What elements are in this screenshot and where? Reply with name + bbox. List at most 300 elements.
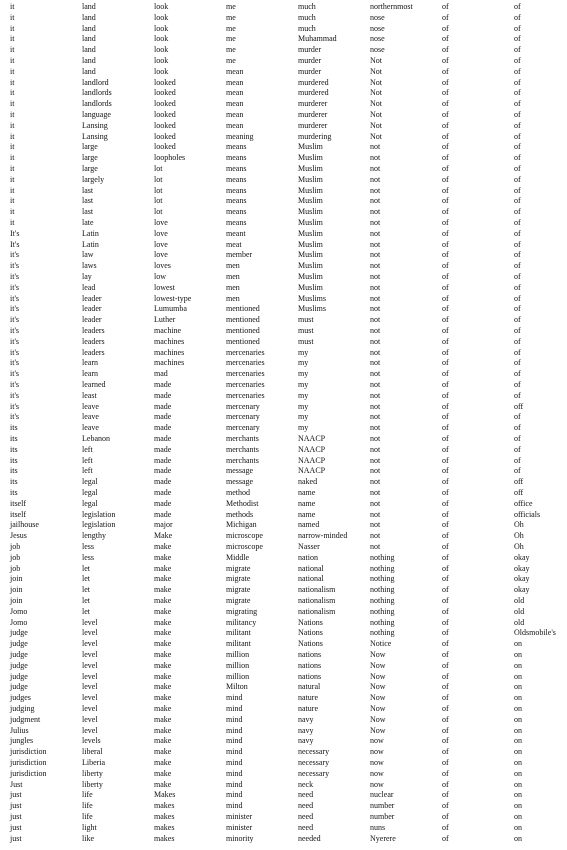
word-cell: nothing	[370, 552, 395, 562]
word-cell: northernmost	[370, 2, 413, 11]
word-cell: off	[514, 477, 524, 487]
word-cell: means	[226, 218, 247, 227]
word-cell: on	[514, 801, 522, 811]
word-row	[0, 510, 567, 521]
word-cell: not	[370, 174, 381, 184]
word-cell: mean	[226, 88, 244, 98]
word-row	[0, 823, 567, 834]
word-row	[0, 715, 567, 726]
word-cell: job	[10, 552, 21, 562]
word-cell: of	[442, 434, 449, 443]
word-cell: judgment	[10, 714, 41, 724]
word-cell: Jomo	[10, 617, 28, 627]
word-cell: of	[514, 272, 521, 281]
word-row	[0, 34, 567, 45]
word-cell: means	[226, 207, 247, 217]
word-cell: not	[370, 336, 381, 346]
word-cell: nature	[298, 693, 318, 703]
word-cell: of	[442, 261, 449, 271]
word-cell: old	[514, 617, 525, 627]
word-cell: leave	[82, 412, 99, 422]
word-cell: on	[514, 671, 522, 681]
word-cell: loopholes	[154, 153, 186, 163]
word-cell: It's	[10, 239, 20, 249]
word-cell: level	[82, 650, 98, 659]
word-cell: mind	[226, 801, 243, 811]
word-cell: made	[154, 434, 172, 443]
word-cell: liberty	[82, 768, 103, 778]
word-cell: of	[442, 779, 449, 789]
word-cell: must	[298, 315, 314, 325]
word-cell: okay	[514, 552, 530, 562]
word-cell: merchants	[226, 455, 259, 465]
word-cell: migrating	[226, 606, 258, 616]
word-cell: of	[514, 358, 521, 368]
word-cell: of	[514, 315, 521, 325]
word-cell: just	[10, 790, 22, 800]
word-row	[0, 2, 567, 13]
word-cell: Muslims	[298, 293, 327, 303]
word-cell: its	[10, 488, 18, 497]
word-cell: it's	[10, 390, 19, 400]
word-cell: of	[442, 196, 449, 206]
word-cell: old	[514, 606, 525, 616]
word-cell: of	[442, 218, 449, 227]
word-cell: make	[154, 574, 172, 584]
word-cell: Muslim	[298, 185, 323, 195]
word-cell: least	[82, 390, 97, 400]
word-cell: method	[226, 488, 250, 497]
word-cell: of	[442, 606, 449, 616]
word-cell: love	[154, 239, 168, 249]
word-cell: not	[370, 326, 381, 335]
word-cell: join	[10, 585, 23, 595]
word-cell: it	[10, 196, 15, 206]
word-cell: of	[514, 196, 521, 206]
word-cell: not	[370, 380, 381, 389]
word-cell: of	[514, 120, 521, 130]
word-cell: Not	[370, 56, 382, 65]
word-cell: Lansing	[82, 131, 108, 141]
word-cell: leader	[82, 304, 102, 314]
word-cell: makes	[154, 801, 175, 811]
word-cell: merchants	[226, 434, 259, 443]
word-cell: it's	[10, 358, 19, 368]
word-cell: love	[154, 218, 168, 227]
word-cell: mercenary	[226, 423, 260, 433]
word-cell: it's	[10, 315, 19, 325]
word-cell: name	[298, 498, 316, 508]
word-cell: of	[442, 358, 449, 368]
word-cell: its	[10, 466, 18, 476]
word-row	[0, 294, 567, 305]
word-cell: me	[226, 12, 236, 22]
word-cell: Just	[10, 779, 23, 789]
word-row	[0, 434, 567, 445]
word-cell: it	[10, 142, 15, 152]
word-cell: just	[10, 801, 22, 811]
word-cell: Not	[370, 88, 382, 98]
word-cell: of	[442, 12, 449, 22]
word-cell: of	[442, 531, 449, 541]
word-cell: largely	[82, 174, 105, 184]
word-cell: not	[370, 164, 381, 173]
word-cell: it's	[10, 347, 19, 357]
word-cell: of	[514, 34, 521, 44]
word-cell: necessary	[298, 768, 330, 778]
word-cell: of	[442, 326, 449, 335]
word-cell: methods	[226, 509, 254, 519]
word-cell: land	[82, 34, 96, 44]
word-cell: it's	[10, 250, 19, 260]
word-cell: learn	[82, 358, 98, 368]
word-cell: militancy	[226, 617, 257, 627]
word-row	[0, 423, 567, 434]
word-cell: murder	[298, 66, 322, 76]
word-cell: NAACP	[298, 444, 326, 454]
word-row	[0, 196, 567, 207]
word-cell: not	[370, 196, 381, 206]
word-cell: make	[154, 779, 172, 789]
word-cell: militant	[226, 628, 251, 638]
word-row	[0, 758, 567, 769]
word-cell: It's	[10, 228, 20, 238]
word-cell: make	[154, 660, 172, 670]
word-cell: of	[442, 336, 449, 346]
word-cell: my	[298, 369, 309, 379]
word-cell: last	[82, 196, 94, 206]
word-row	[0, 380, 567, 391]
word-cell: its	[10, 477, 18, 487]
word-row	[0, 272, 567, 283]
word-cell: men	[226, 261, 240, 271]
word-cell: of	[442, 542, 449, 551]
word-cell: it's	[10, 412, 19, 422]
word-cell: of	[442, 466, 449, 476]
word-row	[0, 186, 567, 197]
word-cell: murderer	[298, 120, 328, 130]
word-cell: it	[10, 174, 15, 184]
word-cell: necessary	[298, 747, 330, 757]
word-cell: number	[370, 812, 395, 821]
word-cell: on	[514, 704, 522, 713]
word-cell: of	[442, 574, 449, 584]
word-cell: of	[514, 110, 521, 119]
word-cell: Notice	[370, 639, 392, 649]
word-cell: now	[370, 779, 384, 789]
word-cell: life	[82, 790, 93, 800]
word-cell: of	[514, 250, 521, 260]
word-cell: lengthy	[82, 531, 106, 541]
word-cell: it's	[10, 380, 19, 389]
word-cell: much	[298, 2, 316, 11]
word-row	[0, 121, 567, 132]
word-cell: look	[154, 12, 169, 22]
word-cell: of	[442, 423, 449, 433]
word-cell: not	[370, 228, 381, 238]
word-cell: made	[154, 498, 172, 508]
word-cell: nothing	[370, 563, 395, 573]
word-cell: navy	[298, 736, 314, 746]
word-cell: nose	[370, 23, 385, 33]
word-cell: just	[10, 833, 22, 843]
word-cell: liberal	[82, 747, 103, 757]
word-cell: not	[370, 142, 381, 152]
word-cell: made	[154, 380, 172, 389]
word-cell: of	[442, 250, 449, 260]
word-cell: legal	[82, 498, 98, 508]
word-cell: Muslim	[298, 196, 323, 206]
word-cell: of	[442, 628, 449, 638]
word-cell: of	[442, 671, 449, 681]
word-cell: of	[442, 34, 449, 44]
word-row	[0, 618, 567, 629]
word-cell: looked	[154, 131, 176, 141]
word-cell: of	[442, 736, 449, 746]
word-cell: legal	[82, 477, 98, 487]
word-cell: look	[154, 45, 169, 55]
word-cell: levels	[82, 736, 101, 746]
word-cell: jurisdiction	[10, 747, 47, 757]
word-cell: name	[298, 509, 316, 519]
word-cell: looked	[154, 142, 176, 152]
word-cell: of	[514, 423, 521, 433]
word-cell: jurisdiction	[10, 768, 47, 778]
word-cell: on	[514, 736, 522, 746]
word-cell: need	[298, 790, 314, 800]
word-cell: on	[514, 812, 522, 821]
word-cell: murderer	[298, 110, 328, 119]
word-cell: it's	[10, 401, 19, 411]
word-cell: minority	[226, 833, 254, 843]
word-cell: microscope	[226, 531, 263, 541]
word-cell: my	[298, 380, 309, 389]
word-cell: microscope	[226, 542, 263, 551]
word-cell: Muslim	[298, 164, 323, 173]
word-cell: mean	[226, 77, 244, 87]
word-cell: machines	[154, 358, 185, 368]
word-cell: Oh	[514, 531, 524, 541]
word-cell: murdered	[298, 88, 329, 98]
word-cell: of	[442, 401, 449, 411]
word-cell: Oldsmobile's	[514, 628, 556, 638]
word-cell: million	[226, 671, 250, 681]
word-row	[0, 747, 567, 758]
word-cell: looked	[154, 110, 176, 119]
word-cell: not	[370, 207, 381, 217]
word-cell: my	[298, 401, 309, 411]
word-cell: jungles	[10, 736, 34, 746]
word-cell: join	[10, 574, 23, 584]
word-cell: laws	[82, 261, 97, 271]
word-cell: of	[514, 434, 521, 443]
word-cell: of	[442, 585, 449, 595]
word-cell: level	[82, 725, 98, 735]
word-cell: make	[154, 585, 172, 595]
word-cell: on	[514, 758, 522, 767]
word-cell: of	[442, 412, 449, 422]
word-cell: Not	[370, 77, 382, 87]
word-cell: landlords	[82, 88, 112, 98]
word-cell: off	[514, 488, 524, 497]
word-cell: murder	[298, 56, 322, 65]
word-cell: member	[226, 250, 253, 260]
word-cell: of	[442, 66, 449, 76]
word-cell: of	[514, 77, 521, 87]
word-row	[0, 682, 567, 693]
word-cell: make	[154, 606, 172, 616]
word-row	[0, 164, 567, 175]
word-cell: of	[514, 2, 521, 11]
word-cell: meat	[226, 239, 242, 249]
word-cell: made	[154, 477, 172, 487]
word-cell: it	[10, 66, 15, 76]
word-row	[0, 553, 567, 564]
word-cell: mind	[226, 693, 243, 703]
word-cell: it	[10, 88, 15, 98]
word-cell: now	[370, 768, 384, 778]
word-cell: on	[514, 790, 522, 800]
word-cell: itself	[10, 498, 26, 508]
word-row	[0, 78, 567, 89]
word-row	[0, 639, 567, 650]
word-cell: its	[10, 444, 18, 454]
word-cell: let	[82, 585, 90, 595]
word-cell: makes	[154, 833, 175, 843]
word-cell: made	[154, 444, 172, 454]
word-cell: Now	[370, 671, 386, 681]
word-cell: of	[514, 466, 521, 476]
word-row	[0, 801, 567, 812]
word-cell: let	[82, 606, 90, 616]
word-cell: join	[10, 596, 23, 605]
word-cell: judge	[10, 660, 28, 670]
word-cell: nothing	[370, 628, 395, 638]
word-cell: leader	[82, 315, 102, 325]
word-cell: lot	[154, 185, 163, 195]
word-cell: jailhouse	[10, 520, 39, 530]
word-row	[0, 56, 567, 67]
word-row	[0, 607, 567, 618]
word-cell: of	[442, 563, 449, 573]
word-row	[0, 348, 567, 359]
word-cell: mercenary	[226, 401, 260, 411]
word-cell: mean	[226, 110, 244, 119]
word-cell: judge	[10, 671, 28, 681]
word-cell: it	[10, 45, 15, 55]
word-cell: Makes	[154, 790, 176, 800]
word-row	[0, 564, 567, 575]
word-cell: me	[226, 45, 236, 55]
word-cell: made	[154, 390, 172, 400]
word-cell: merchants	[226, 444, 259, 454]
word-cell: look	[154, 2, 169, 11]
word-cell: makes	[154, 822, 175, 832]
word-cell: Liberia	[82, 758, 106, 767]
word-row	[0, 358, 567, 369]
word-cell: level	[82, 682, 98, 692]
word-row	[0, 175, 567, 186]
word-cell: lot	[154, 207, 163, 217]
word-cell: of	[442, 812, 449, 821]
word-cell: my	[298, 347, 309, 357]
word-cell: on	[514, 639, 522, 649]
word-cell: of	[442, 56, 449, 65]
word-cell: mind	[226, 704, 243, 713]
word-cell: let	[82, 563, 90, 573]
word-row	[0, 412, 567, 423]
word-cell: of	[442, 790, 449, 800]
word-cell: means	[226, 196, 247, 206]
word-row	[0, 207, 567, 218]
word-row	[0, 315, 567, 326]
word-cell: mind	[226, 725, 243, 735]
word-cell: made	[154, 455, 172, 465]
word-cell: Muslim	[298, 261, 323, 271]
word-cell: migrate	[226, 563, 251, 573]
word-cell: on	[514, 682, 522, 692]
word-cell: of	[442, 822, 449, 832]
word-cell: landlord	[82, 77, 109, 87]
word-cell: of	[442, 23, 449, 33]
word-cell: murderer	[298, 99, 328, 109]
word-cell: mercenaries	[226, 390, 265, 400]
word-cell: me	[226, 2, 236, 11]
word-cell: make	[154, 617, 172, 627]
word-cell: land	[82, 2, 96, 11]
word-row	[0, 250, 567, 261]
word-cell: mind	[226, 790, 243, 800]
word-row	[0, 520, 567, 531]
word-cell: not	[370, 444, 381, 454]
word-row	[0, 13, 567, 24]
word-cell: Now	[370, 725, 386, 735]
word-cell: make	[154, 542, 172, 551]
word-cell: of	[442, 390, 449, 400]
word-cell: neck	[298, 779, 314, 789]
word-cell: of	[514, 369, 521, 379]
word-cell: not	[370, 390, 381, 400]
word-cell: of	[442, 304, 449, 314]
word-cell: left	[82, 455, 93, 465]
word-cell: legislation	[82, 509, 116, 519]
word-cell: Now	[370, 660, 386, 670]
word-cell: of	[514, 88, 521, 98]
word-cell: make	[154, 714, 172, 724]
word-cell: Muslim	[298, 218, 323, 227]
word-cell: need	[298, 822, 314, 832]
word-row	[0, 650, 567, 661]
word-cell: make	[154, 704, 172, 713]
word-row	[0, 574, 567, 585]
word-cell: not	[370, 434, 381, 443]
word-cell: last	[82, 185, 94, 195]
word-cell: not	[370, 315, 381, 325]
word-cell: learned	[82, 380, 106, 389]
word-cell: navy	[298, 714, 314, 724]
word-row	[0, 153, 567, 164]
word-cell: mentioned	[226, 315, 260, 325]
word-cell: job	[10, 563, 21, 573]
word-row	[0, 585, 567, 596]
word-cell: it's	[10, 282, 19, 292]
word-row	[0, 542, 567, 553]
word-cell: leaders	[82, 326, 105, 335]
word-cell: Nations	[298, 628, 323, 638]
word-cell: okay	[514, 574, 530, 584]
word-cell: not	[370, 304, 381, 314]
word-cell: of	[514, 293, 521, 303]
